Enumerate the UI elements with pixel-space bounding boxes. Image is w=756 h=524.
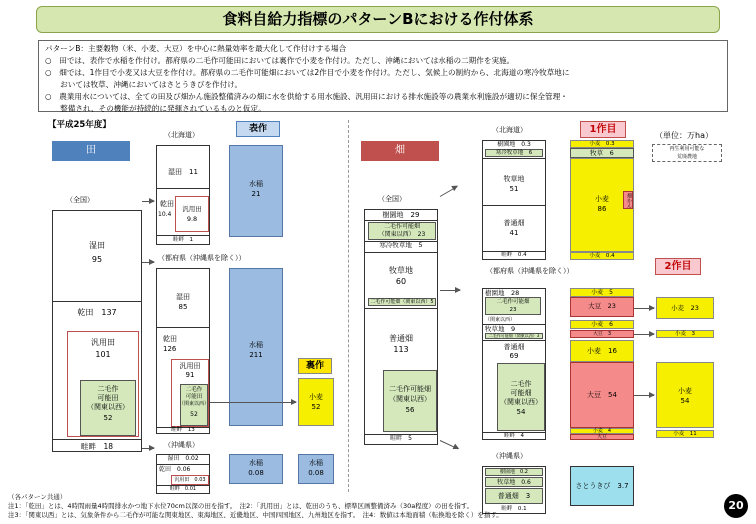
fh-aze: 畦畔 0.4 <box>501 252 527 258</box>
field-tofuken-label: （都府県（沖縄県を除く）） <box>486 267 574 275</box>
tofu-rice: 水稲 <box>249 341 263 349</box>
ft2-wheat11: 小麦 11 <box>673 431 697 437</box>
oki-hanyo: 汎用田 0.03 <box>174 477 206 483</box>
oki-rice-value: 0.08 <box>248 469 264 477</box>
fo-bokuso: 牧草地 0.6 <box>497 479 531 486</box>
shitsuden-label: 湿田 <box>89 241 105 250</box>
hok-hanyo: 汎用田 <box>182 205 202 213</box>
arrow <box>634 334 654 335</box>
fo-futsu: 普通畑 3 <box>497 492 531 500</box>
footnote: （各パターン共通） <box>8 493 67 501</box>
ft2-wheat23: 小麦 23 <box>671 304 699 312</box>
reserve1: 再生利用可能な <box>669 146 705 152</box>
arrow <box>142 448 154 449</box>
ft2-wheat3-box <box>656 330 714 338</box>
desc-line: ○ 田では、表作で水稲を作付け。都府県の二毛作可能田においては裏作で小麦を作付け。ただし、沖縄においては水稲の二期作を実施。 <box>45 56 515 65</box>
ft-c-wheat6-box <box>570 320 634 329</box>
ft2-wheat3: 小麦 3 <box>675 331 695 337</box>
field-tofuken-crops <box>570 288 634 440</box>
f-nimo-b-box <box>383 370 437 432</box>
f-futsu: 普通畑 <box>389 334 413 343</box>
year-label: 【平成25年度】 <box>48 120 111 130</box>
divider <box>157 188 209 189</box>
ft-nimo-small: 二毛作可能畑（関東以西）3 <box>488 333 540 338</box>
hok-rice: 水稲 <box>249 180 263 188</box>
field-national-label: （全国） <box>378 195 406 203</box>
tofu-shitsu: 湿田 <box>176 293 190 301</box>
hanyo-box <box>67 331 139 437</box>
hok-shitsu: 湿田 11 <box>168 168 198 176</box>
divider <box>53 301 141 302</box>
fo-bokuso-box <box>485 477 543 487</box>
ft-juen: 樹園地 28 <box>485 289 520 297</box>
ft-futsu: 普通畑 <box>503 343 525 351</box>
arrow <box>210 402 296 403</box>
ft-nimo-small-box <box>485 333 543 339</box>
fh-bokuso: 牧草地 <box>503 175 525 183</box>
ft-futsu-value: 69 <box>509 352 519 360</box>
divider <box>365 252 437 253</box>
paddy-hokkaido-label: （北海道） <box>164 131 199 139</box>
ft2-wheat11-box <box>656 430 714 438</box>
saku2-label: 2作目 <box>655 258 701 275</box>
desc-line: 整備され、その機能が持続的に発揮されているものと仮定。 <box>45 104 266 113</box>
tofu-nimo-value: 52 <box>190 411 198 418</box>
ura-label: 裏作 <box>298 358 332 374</box>
arrow <box>440 440 459 449</box>
ft-c-soy54: 大豆 54 <box>587 391 617 399</box>
f-aze: 畦畔 5 <box>390 435 412 442</box>
f-nimo-b2: （関東以西） <box>389 395 431 403</box>
ft-c-wheat5-box <box>570 288 634 297</box>
aze-label: 畦畔 18 <box>80 442 114 451</box>
f-juen: 樹園地 29 <box>382 211 420 219</box>
tofu-wheat: 小麦 <box>309 393 323 401</box>
paddy-header: 田 <box>52 141 130 161</box>
ft-c-wheat6: 小麦 6 <box>591 321 613 328</box>
divider <box>53 439 141 440</box>
arrow <box>440 186 458 197</box>
ft-c-wheat4: 小麦 4 <box>592 428 612 434</box>
ft-nimo-b: 二毛作 <box>510 380 532 388</box>
tofu-nimo-box <box>180 384 208 426</box>
ft-nimo: 二毛作可能畑 <box>496 299 530 305</box>
fo-juen-box <box>485 468 543 476</box>
page-number: 20 <box>724 494 748 518</box>
fh-c-juen-box <box>570 140 634 148</box>
fh-c-bokuso: 牧草 6 <box>590 149 614 157</box>
f-nimo: 二毛作可能畑 <box>383 223 420 230</box>
ft-c-soy3-box <box>570 330 634 338</box>
ft-nimo-b-box <box>497 363 545 431</box>
paddy-okinawa-box <box>156 454 210 494</box>
tofu-hanyo: 汎用田 <box>179 362 201 370</box>
divider <box>365 220 437 221</box>
fh-juen: 樹園地 0.3 <box>497 141 531 148</box>
oki-aze: 畦畔 0.01 <box>169 486 197 492</box>
hanyo-label: 汎用田 <box>91 338 115 347</box>
hok-kan: 乾田 <box>160 200 174 208</box>
description-box <box>38 40 728 112</box>
fo-cane: さとうきび 3.7 <box>575 482 629 490</box>
ft-c-aze: 大豆 <box>596 434 607 440</box>
saku1-label: 1作目 <box>580 121 626 138</box>
tofu-hanyo-box <box>171 359 209 427</box>
oki-rice2-bar <box>298 454 334 484</box>
ft-nimo-box <box>485 297 541 315</box>
oki-rice2-value: 0.08 <box>308 469 324 477</box>
fo-juen: 樹園地 0.2 <box>500 469 528 475</box>
f-kanrei: 寒冷牧草地 5 <box>379 241 423 249</box>
tofu-nimo2: 可能田 <box>185 394 203 400</box>
fo-futsu-box <box>485 488 543 504</box>
f-nimo-b: 二毛作可能畑 <box>389 385 431 393</box>
divider <box>157 235 209 236</box>
paddy-national-label: （全国） <box>66 196 94 204</box>
fh-c-aze-box <box>570 252 634 260</box>
f-bokuso: 牧草地 <box>389 266 413 275</box>
paddy-okinawa-label: （沖縄県） <box>164 441 199 449</box>
field-hokkaido-box <box>482 140 546 260</box>
ft-c-aze-box <box>570 434 634 440</box>
hok-hanyo-value: 9.8 <box>186 215 198 223</box>
f-nimo-small: 二毛作可能畑（関東以西）5 <box>370 299 434 305</box>
nimo-value: 52 <box>103 414 113 422</box>
tofu-nimo3: （関東以西） <box>179 401 210 407</box>
nimo-label2: 可能田 <box>97 394 119 402</box>
ft2-wheat54: 小麦 <box>678 387 692 395</box>
divider <box>365 308 437 309</box>
tofu-rice-value: 211 <box>249 351 263 359</box>
f-nimo-box <box>368 222 436 240</box>
ft-c-soy54-box <box>570 362 634 428</box>
fo-cane-box <box>570 466 634 506</box>
footnote: 注3：「関東以西」とは、気象条件から二毛作が可能な関東地区、東海地区、近畿地区、中国四国地区、九州地区を指す。 注4：数値は本地面積（転換地を除く）を指す。 <box>8 511 503 519</box>
footnote: 注1：「乾田」とは、4時間雨量4時間排水かつ地下水位70cm以深の田を指す。 注2：「汎用田」とは、乾田のうち、標準区画整備済み（30a程度）の田を指す。 <box>8 502 474 510</box>
arrow <box>634 395 654 396</box>
fo-aze: 畦畔 0.1 <box>501 506 527 512</box>
f-bokuso-value: 60 <box>395 277 407 286</box>
arrow <box>142 262 154 263</box>
ft-c-wheat5: 小麦 5 <box>591 289 613 296</box>
ft-c-soy23-box <box>570 297 634 317</box>
field-tofuken-box <box>482 288 546 440</box>
arrow <box>440 290 460 291</box>
desc-line: ○ 畑では、1作目で小麦又は大豆を作付け。都府県の二毛作可能畑においては2作目で小麦を作付け。ただし、気候上の制約から、北海道の寒冷牧草地に <box>45 68 570 77</box>
arrow <box>142 201 154 202</box>
tofu-kan-value: 126 <box>163 345 177 353</box>
ft-nimo-value: 23 <box>509 307 517 313</box>
fh-c-aze: 小麦 0.4 <box>589 253 615 259</box>
ft2-wheat54-value: 54 <box>680 397 690 405</box>
ft2-wheat54-box <box>656 362 714 428</box>
tofu-wheat-value: 52 <box>311 403 321 411</box>
divider <box>483 158 545 159</box>
paddy-hokkaido-box <box>156 145 210 245</box>
hanyo-value: 101 <box>95 350 111 359</box>
field-header: 畑 <box>361 141 439 161</box>
hok-rice-value: 21 <box>251 190 261 198</box>
oki-rice2: 水稲 <box>309 459 323 467</box>
field-hokkaido-crops <box>570 140 634 260</box>
ft-kanto: （関東以西） <box>485 317 516 323</box>
oki-hanyo-box <box>171 475 209 485</box>
f-nimo-small-box <box>368 298 436 306</box>
tofu-nimo: 二毛作 <box>185 387 203 393</box>
fh-futsu-value: 41 <box>509 229 519 237</box>
fh-c-wheat-box <box>570 158 634 252</box>
divider <box>483 340 545 341</box>
nimo-label3: （関東以西） <box>87 403 129 411</box>
f-nimo2: （関東以西） 23 <box>378 231 426 238</box>
hok-aze: 畦畔 1 <box>173 237 193 243</box>
nimo-box <box>80 380 136 436</box>
paddy-tofuken-box <box>156 268 210 434</box>
section-divider <box>348 120 349 492</box>
paddy-national-box <box>52 210 142 452</box>
omote-label: 表作 <box>236 121 280 137</box>
shitsuden-value: 95 <box>91 255 103 264</box>
f-nimo-b-value: 56 <box>405 406 415 414</box>
ft-nimo-b-value: 54 <box>516 408 526 416</box>
divider <box>157 327 209 328</box>
tofu-wheat-bar <box>298 378 334 426</box>
fh-c-wheat: 小麦 <box>595 195 609 203</box>
tofu-kan: 乾田 <box>163 335 177 343</box>
unit-label: （単位：万ha） <box>655 131 713 140</box>
field-national-box <box>364 209 438 445</box>
hok-rice-bar <box>229 145 283 237</box>
desc-line: パターンB：主要穀物（米、小麦、大豆）を中心に熱量効率を最大化して作付けする場合 <box>45 44 347 53</box>
nimo-label: 二毛作 <box>97 385 119 393</box>
tofu-hanyo-value: 91 <box>185 371 195 379</box>
arrow <box>634 308 654 309</box>
page-title: 食料自給力指標のパターンBにおける作付体系 <box>36 6 720 33</box>
desc-line: おいては牧草、沖縄においてはさとうきびを作付け。 <box>45 80 243 89</box>
field-okinawa-box <box>482 466 546 514</box>
fh-hatakan: 畑かん <box>623 191 633 209</box>
fh-kanrei-box <box>485 149 543 157</box>
divider <box>157 464 209 465</box>
field-okinawa-label: （沖縄県） <box>492 452 527 460</box>
tofu-aze: 畦畔 13 <box>171 427 195 433</box>
oki-kan: 乾田 0.06 <box>159 466 191 473</box>
reserve-legend <box>652 144 722 162</box>
reserve2: 荒廃農地 <box>676 154 697 160</box>
hok-kan-value: 10.4 <box>158 211 172 218</box>
ft-c-wheat16-box <box>570 340 634 362</box>
hok-hanyo-box <box>175 196 209 232</box>
fh-c-bokuso-box <box>570 148 634 158</box>
fh-bokuso-value: 51 <box>509 185 519 193</box>
fh-kanrei: 寒冷牧草地 6 <box>495 150 533 156</box>
ft-bokuso: 牧草地 9 <box>485 325 516 333</box>
field-hokkaido-label: （北海道） <box>492 126 527 134</box>
f-futsu-value: 113 <box>393 345 409 354</box>
paddy-tofuken-label: （都府県（沖縄県を除く）） <box>158 254 246 262</box>
divider <box>483 205 545 206</box>
desc-line: ○ 農業用水については、全ての田及び畑かん施設整備済みの畑に水を供給する用水施設、汎用田における排水施設等の農業水利施設が適切に保全管理・ <box>45 92 568 101</box>
ft-nimo-b2: 可能畑 <box>510 389 532 397</box>
oki-rice-bar <box>229 454 283 484</box>
kanden-label: 乾田 137 <box>77 308 117 317</box>
fh-c-wheat-value: 86 <box>597 205 607 213</box>
ft-c-wheat16: 小麦 16 <box>587 347 617 355</box>
fh-c-juen: 小麦 0.3 <box>589 141 615 147</box>
ft-aze: 畦畔 4 <box>504 433 524 439</box>
fh-futsu: 普通畑 <box>503 219 525 227</box>
ft-c-soy3: 大豆 3 <box>592 331 612 337</box>
ft-c-soy23: 大豆 23 <box>588 302 616 310</box>
tofu-shitsu-value: 85 <box>178 303 188 311</box>
oki-rice: 水稲 <box>249 459 263 467</box>
oki-shitsu: 湿田 0.02 <box>167 455 199 462</box>
ft-nimo-b3: （関東以西） <box>500 398 542 406</box>
ft2-wheat23-box <box>656 297 714 319</box>
